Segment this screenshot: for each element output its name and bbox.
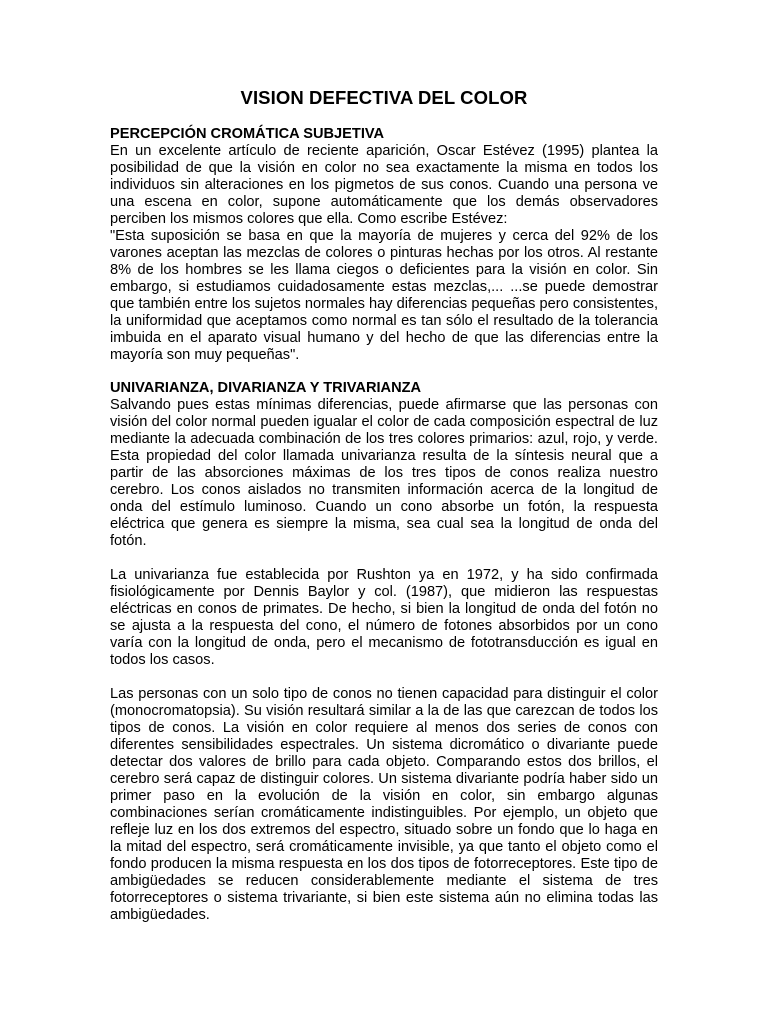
section-heading: PERCEPCIÓN CROMÁTICA SUBJETIVA xyxy=(110,126,385,142)
document-page xyxy=(110,0,658,924)
paragraph: Salvando pues estas mínimas diferencias, puede afirmarse que las personas con visión del color normal pueden igualar el color de cada composición espectral de luz mediante la adecuada combinación de los tres colores primarios: azul, rojo, y verde. Esta propiedad del color llamada univarianza resulta de la síntesis neural que a partir de las absorciones máximas de los tres tipos de conos realiza nuestro cerebro. Los conos aislados no transmiten información acerca de la longitud de onda del estímulo luminoso. Cuando un cono absorbe un fotón, la respuesta eléctrica que genera es siempre la misma, sea cual sea la longitud de onda del fotón. xyxy=(110,397,658,549)
section-heading: UNIVARIANZA, DIVARIANZA Y TRIVARIANZA xyxy=(110,380,422,396)
paragraph: La univarianza fue establecida por Rushton ya en 1972, y ha sido confirmada fisiológicamente por Dennis Baylor y col. (1987), que midieron las respuestas eléctricas en conos de primates. De hecho, si bien la longitud de onda del fotón no se ajusta a la respuesta del cono, el número de fotones absorbidos por un cono varía con la longitud de onda, pero el mecanismo de fototransducción es igual en todos los casos. xyxy=(110,567,658,668)
quote-paragraph: "Esta suposición se basa en que la mayoría de mujeres y cerca del 92% de los varones aceptan las mezclas de colores o pinturas hechas por los otros. Al restante 8% de los hombres se les llama ciegos o deficientes para la visión en color. Sin embargo, si estudiamos cuidadosamente estas mezclas,... ...se puede demostrar que también entre los sujetos normales hay diferencias pequeñas pero consistentes, la uniformidad que aceptamos como normal es tan sólo el resultado de la tolerancia imbuida en el aparato visual humano y del hecho de que las diferencias entre la mayoría son muy pequeñas". xyxy=(110,228,658,363)
paragraph: Las personas con un solo tipo de conos no tienen capacidad para distinguir el color (monocromatopsia). Su visión resultará similar a la de las que carezcan de todos los tipos de conos. La visión en color requiere al menos dos series de conos con diferentes sensibilidades espectrales. Un sistema dicromático o divariante puede detectar dos valores de brillo para cada objeto. Comparando estos dos brillos, el cerebro será capaz de distinguir colores. Un sistema divariante podría haber sido un primer paso en la evolución de la visión en color, sin embargo algunas combinaciones serían cromáticamente indistinguibles. Por ejemplo, un objeto que refleje luz en los dos extremos del espectro, situado sobre un fondo que lo haga en la mitad del espectro, será cromáticamente invisible, ya que tanto el objeto como el fondo producen la misma respuesta en los dos tipos de fotorreceptores. Este tipo de ambigüedades se reducen considerablemente mediante el sistema de tres fotorreceptores o sistema trivariante, si bien este sistema aún no elimina todas las ambigüedades. xyxy=(110,686,658,923)
page-title: VISION DEFECTIVA DEL COLOR xyxy=(240,87,528,108)
section-univarianza xyxy=(110,380,658,924)
paragraph-spacer xyxy=(110,550,658,567)
paragraph-spacer xyxy=(110,669,658,686)
section-percepcion-cromatica xyxy=(110,126,658,364)
paragraph: En un excelente artículo de reciente aparición, Oscar Estévez (1995) plantea la posibilidad de que la visión en color no sea exactamente la misma en todos los individuos sin alteraciones en los pigmetos de sus conos. Cuando una persona ve una escena en color, supone automáticamente que los demás observadores perciben los mismos colores que ella. Como escribe Estévez: xyxy=(110,143,658,227)
